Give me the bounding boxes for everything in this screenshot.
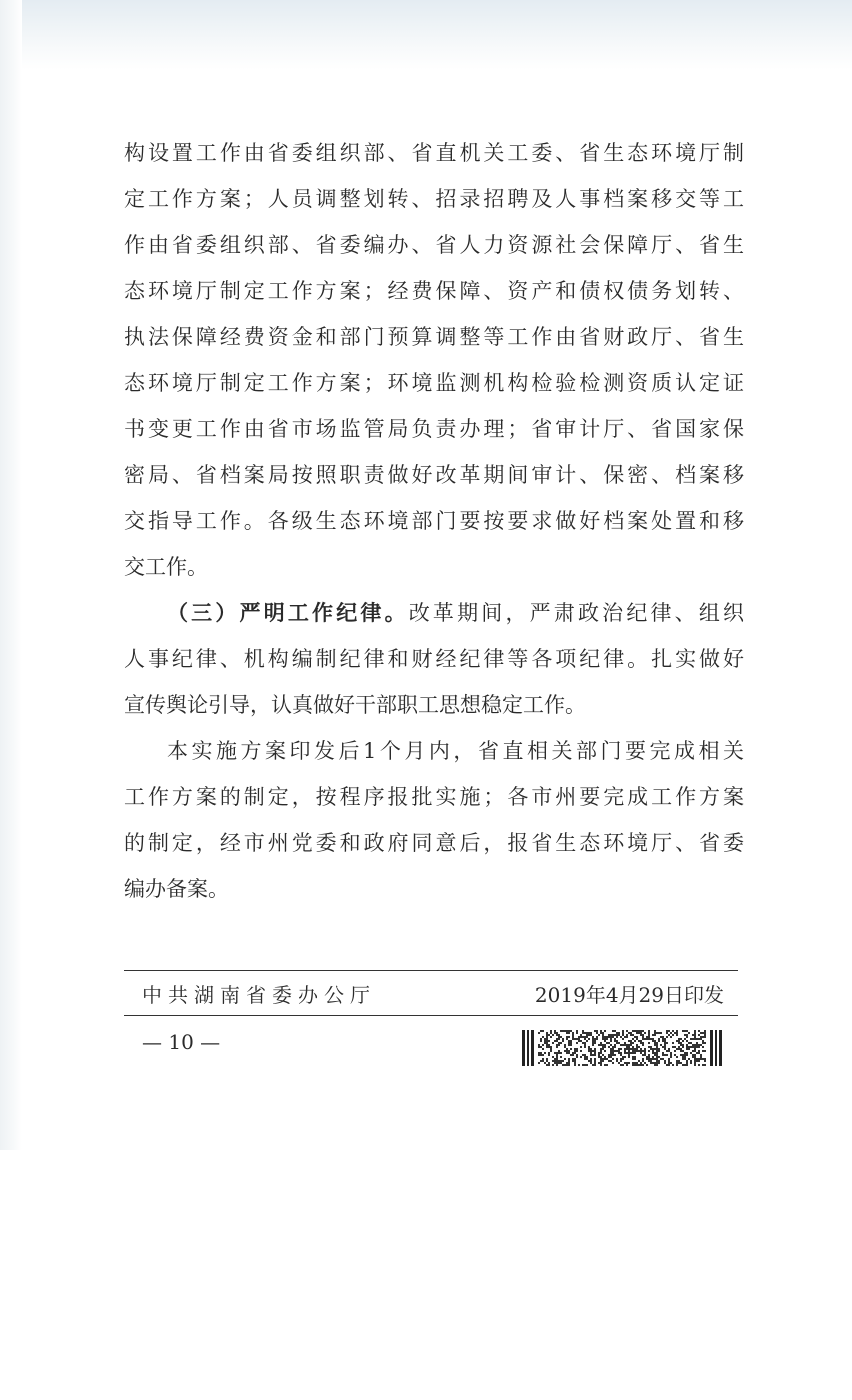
text-line: 编办备案。 <box>124 877 229 901</box>
text-line: 作由省委组织部、省委编办、省人力资源社会保障厅、省生 <box>124 233 744 257</box>
footer-rule-bottom <box>124 1015 738 1016</box>
text-line: 态环境厅制定工作方案；经费保障、资产和债权债务划转、 <box>124 279 744 303</box>
section-heading: （三）严明工作纪律。 <box>167 600 409 625</box>
issuer-name: 中共湖南省委办公厅 <box>142 983 376 1007</box>
text-line: 态环境厅制定工作方案；环境监测机构检验检测资质认定证 <box>124 371 744 395</box>
text-line: 的制定，经市州党委和政府同意后，报省生态环境厅、省委 <box>124 831 744 855</box>
text-line: 宣传舆论引导，认真做好干部职工思想稳定工作。 <box>124 693 586 717</box>
text-line: 构设置工作由省委组织部、省直机关工委、省生态环境厅制 <box>124 141 744 165</box>
body-text <box>124 130 744 912</box>
text-line: 定工作方案；人员调整划转、招录招聘及人事档案移交等工 <box>124 187 744 211</box>
text-line: 工作方案的制定，按程序报批实施；各市州要完成工作方案 <box>124 785 744 809</box>
barcode-image <box>522 1030 722 1066</box>
text-line: 执法保障经费资金和部门预算调整等工作由省财政厅、省生 <box>124 325 744 349</box>
text-line: 交指导工作。各级生态环境部门要按要求做好档案处置和移 <box>124 509 744 533</box>
text-line: 交工作。 <box>124 555 208 579</box>
text-line: 书变更工作由省市场监管局负责办理；省审计厅、省国家保 <box>124 417 744 441</box>
text-span: 改革期间，严肃政治纪律、组织 <box>408 601 745 625</box>
issue-date: 2019年4月29日印发 <box>534 983 724 1007</box>
page-number: — 10 — <box>142 1030 221 1054</box>
section-heading-line <box>124 590 744 636</box>
footer-rule-top <box>124 970 738 971</box>
text-line: 本实施方案印发后1个月内，省直相关部门要完成相关 <box>167 739 744 763</box>
text-line: 密局、省档案局按照职责做好改革期间审计、保密、档案移 <box>124 463 744 487</box>
text-line: 人事纪律、机构编制纪律和财经纪律等各项纪律。扎实做好 <box>124 647 744 671</box>
